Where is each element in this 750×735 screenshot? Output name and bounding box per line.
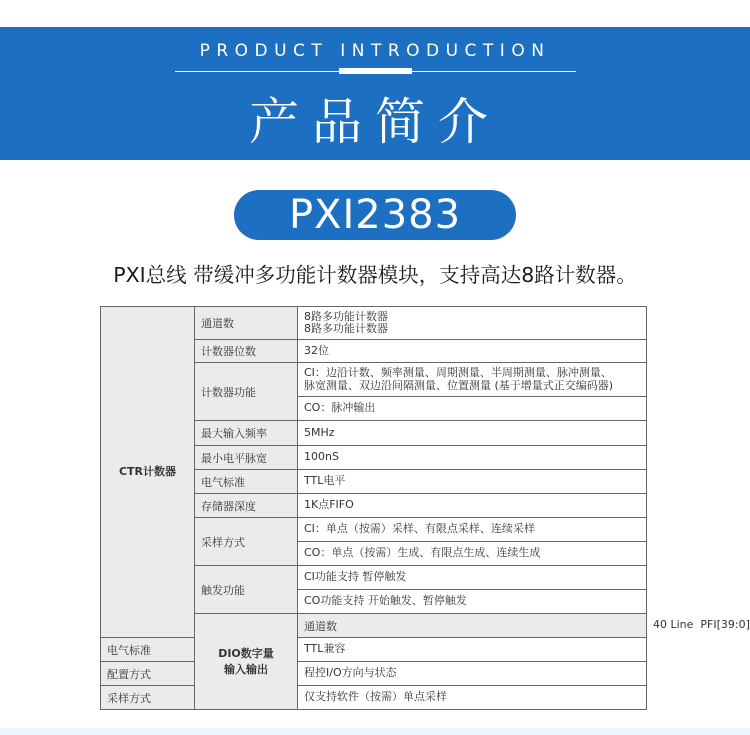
param-value: CO：脉冲输出 [298, 397, 647, 421]
param-label: 存储器深度 [195, 494, 298, 518]
param-value: CI功能支持 暂停触发 [298, 566, 647, 590]
product-description: PXI总线 带缓冲多功能计数器模块，支持高达8路计数器。 [113, 263, 637, 287]
param-label: 采样方式 [195, 518, 298, 566]
param-value: 1K点FIFO [298, 494, 647, 518]
param-label: 电气标准 [195, 470, 298, 494]
table-row [101, 638, 647, 662]
param-label: 配置方式 [101, 662, 195, 686]
table-row: DIO数字量 输入输出 通道数 40 Line PFI[39:0] [101, 614, 647, 638]
value-line: CI：边沿计数、频率测量、周期测量、半周期测量、脉冲测量、 [304, 366, 612, 379]
param-label: 通道数 [195, 307, 298, 340]
table-row [101, 686, 647, 710]
param-value: CO：单点（按需）生成、有限点生成、连续生成 [298, 542, 647, 566]
param-value: 100nS [298, 446, 647, 470]
group-label-line: 输入输出 [224, 662, 268, 676]
group-label-line: DIO数字量 [218, 646, 274, 660]
param-label: 触发功能 [195, 566, 298, 614]
param-label: 电气标准 [101, 638, 195, 662]
banner-title-en: PRODUCT INTRODUCTION [199, 41, 551, 61]
param-label: 计数器位数 [195, 340, 298, 363]
banner-title-cn: 产品简介 [249, 93, 501, 151]
param-label: 最小电平脉宽 [195, 446, 298, 470]
param-value: TTL兼容 [298, 638, 647, 662]
value-line: 脉宽测量、双边沿间隔测量、位置测量 (基于增量式正交编码器) [304, 378, 614, 392]
param-value: 5MHz [298, 421, 647, 446]
param-value: 仅支持软件（按需）单点采样 [298, 686, 647, 710]
param-label: 通道数 [298, 614, 647, 638]
header-banner [0, 27, 750, 160]
value-line: 8路多功能计数器 [304, 322, 388, 335]
table-row [101, 662, 647, 686]
param-label: 计数器功能 [195, 363, 298, 421]
param-value: 32位 [298, 340, 647, 363]
table-row [101, 307, 647, 340]
footer-strip [0, 728, 750, 735]
param-value: CO功能支持 开始触发、暂停触发 [298, 590, 647, 614]
value-line: 8路多功能计数器 [304, 309, 388, 323]
param-value [298, 307, 647, 340]
param-value: TTL电平 [298, 470, 647, 494]
group-label-dio [195, 614, 298, 710]
param-value: CI：单点（按需）采样、有限点采样、连续采样 [298, 518, 647, 542]
banner-accent-bar [339, 68, 412, 74]
param-label: 采样方式 [101, 686, 195, 710]
param-value: 程控I/O方向与状态 [298, 662, 647, 686]
group-label-ctr: CTR计数器 [101, 307, 195, 638]
param-label: 最大输入频率 [195, 421, 298, 446]
param-value [298, 363, 647, 397]
spec-table [100, 306, 750, 710]
model-badge: PXI2383 [234, 190, 516, 240]
